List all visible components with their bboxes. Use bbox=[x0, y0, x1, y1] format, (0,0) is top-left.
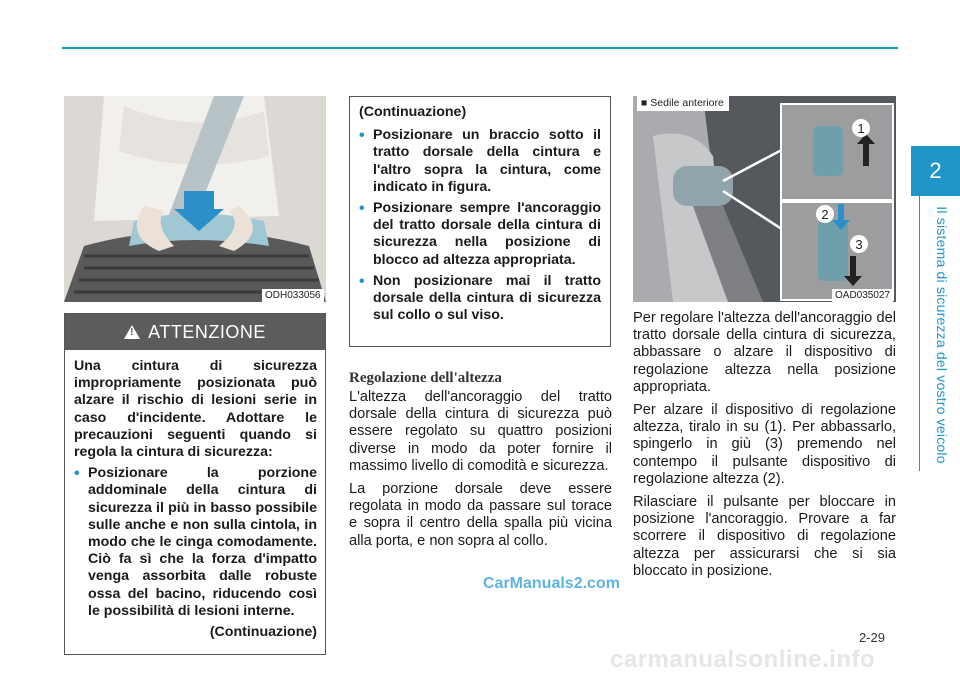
warning-triangle-icon bbox=[124, 325, 140, 339]
left-image-code: ODH033056 bbox=[262, 289, 324, 302]
page-number: 2-29 bbox=[859, 630, 886, 645]
header-rule bbox=[62, 47, 898, 49]
continuation-title: (Continuazione) bbox=[359, 104, 467, 120]
instruction-paragraph-1: Per regolare l'altezza dell'ancoraggio del tratto dorsale della cintura di sicurezza, abbassare o alzare il dispositivo di regolazione altezza nella posizione appropriata. bbox=[633, 310, 896, 395]
continuation-bullet-2: • Posizionare sempre l'ancoraggio del tratto dorsale della cintura di sicurezza nella posizione di blocco ad altezza appropriata. bbox=[359, 200, 601, 269]
adjustment-instructions bbox=[633, 310, 896, 586]
callout-1: 1 bbox=[857, 121, 865, 136]
chapter-title: Il sistema di sicurezza del vostro veicolo bbox=[934, 206, 950, 464]
callout-2: 2 bbox=[821, 207, 829, 222]
section-paragraph-1: L'altezza dell'ancoraggio del tratto dorsale della cintura di sicurezza può essere regolato su quattro posizioni diverse in modo da poter fornire il massimo livello di comodità e sicurezza. bbox=[349, 389, 612, 474]
instruction-paragraph-3: Rilasciare il pulsante per bloccare in posizione l'ancoraggio. Provare a far scorrere il dispositivo di regolazione altezza per assicurarsi che si sia bloccato in posizione. bbox=[633, 494, 896, 579]
section-body bbox=[349, 389, 612, 556]
warning-continued: (Continuazione) bbox=[209, 624, 317, 641]
continuation-box bbox=[349, 96, 611, 347]
section-heading: Regolazione dell'altezza bbox=[349, 370, 502, 386]
lap-belt-photo bbox=[64, 96, 326, 302]
front-seat-tag: ■ Sedile anteriore bbox=[637, 96, 729, 111]
instruction-paragraph-2: Per alzare il dispositivo di regolazione altezza, tiralo in su (1). Per abbassarlo, spingerlo in giù (3) premendo nel contempo il pulsante dispositivo di regolazione altezza (2). bbox=[633, 402, 896, 487]
section-paragraph-2: La porzione dorsale deve essere regolata in modo da passare sul torace e sopra il centro della spalla più vicina alla porta, e non sopra al collo. bbox=[349, 481, 612, 549]
site-watermark[interactable]: CarManuals2.com bbox=[483, 575, 620, 592]
chapter-side-rule bbox=[919, 196, 920, 471]
warning-title: ATTENZIONE bbox=[148, 321, 266, 342]
warning-box bbox=[64, 313, 326, 655]
callout-3: 3 bbox=[855, 237, 863, 252]
warning-bullet: • Posizionare la porzione addominale della cintura di sicurezza il più in basso possibile sulle anche e non sulla cintola, in modo che le cinga comodamente. Ciò fa sì che la forza d'impatto venga assorbita dalle robuste ossa del bacino, riducendo così le possibilità di lesioni interne. bbox=[74, 465, 317, 620]
warning-intro: Una cintura di sicurezza impropriamente posizionata può alzare il rischio di lesioni serie in caso d'incidente. Adottare le precauzioni seguenti quando si regola la cintura di sicurezza: bbox=[74, 358, 317, 461]
chapter-tab[interactable]: 2 bbox=[911, 146, 960, 196]
continuation-bullet-3: • Non posizionare mai il tratto dorsale della cintura di sicurezza sul collo o sul viso. bbox=[359, 273, 601, 325]
continuation-bullet-1: • Posizionare un braccio sotto il tratto dorsale della cintura e l'altro sopra la cintura, come indicato in figura. bbox=[359, 127, 601, 196]
right-image-code: OAD035027 bbox=[832, 289, 893, 302]
footer-watermark: carmanualsonline.info bbox=[610, 646, 876, 673]
height-adjuster-photo bbox=[633, 96, 896, 302]
warning-header bbox=[65, 314, 325, 350]
